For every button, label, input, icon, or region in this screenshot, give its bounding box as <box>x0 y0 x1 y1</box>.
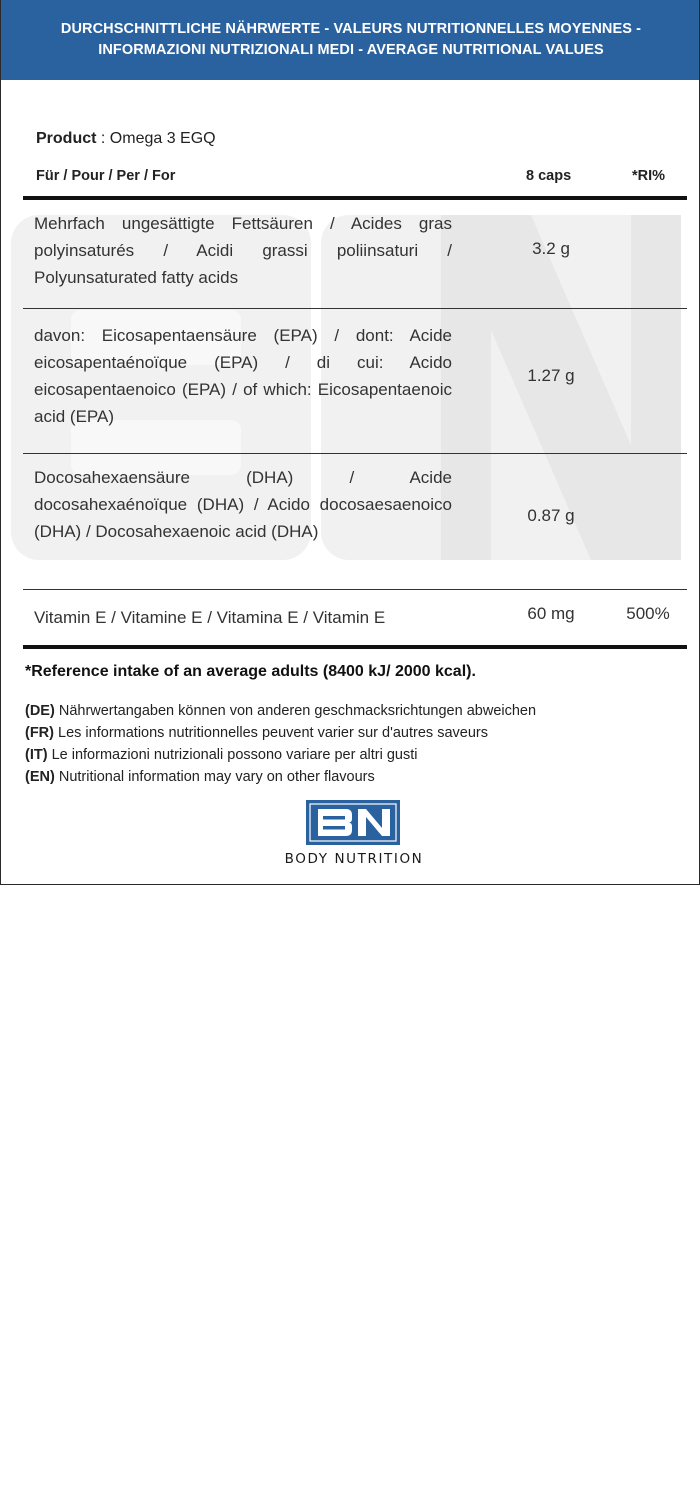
table-header <box>36 168 676 190</box>
reference-intake-footnote: *Reference intake of an average adults (8400 kJ/ 2000 kcal). <box>25 663 476 680</box>
language-code: (IT) <box>25 747 48 763</box>
product-name: Omega 3 EGQ <box>109 130 216 147</box>
row-amount: 1.27 g <box>527 366 575 385</box>
header-divider <box>23 196 687 200</box>
product-line <box>36 130 216 148</box>
body-nutrition-logo <box>253 800 455 870</box>
disclaimer-fr <box>25 722 536 744</box>
brand-name: BODY NUTRITION <box>284 851 424 867</box>
row-amount: 3.2 g <box>532 239 570 258</box>
language-code: (DE) <box>25 703 55 719</box>
row-amount: 60 mg <box>527 604 575 623</box>
row-divider <box>23 589 687 590</box>
header-line-2: INFORMAZIONI NUTRIZIONALI MEDI - AVERAGE NUTRITIONAL VALUES <box>98 42 604 58</box>
disclaimer-text: Nährwertangaben können von anderen geschmacksrichtungen abweichen <box>54 703 537 719</box>
row-description: Docosahexaensäure (DHA) / Acide docosahexaénoïque (DHA) / Acido docosaesaenoico (DHA) / Docosahexaenoic acid (DHA) <box>34 468 452 541</box>
disclaimer-text: Les informations nutritionnelles peuvent varier sur d'autres saveurs <box>54 725 488 741</box>
disclaimer-text: Nutritional information may vary on other flavours <box>54 769 375 785</box>
column-header-ri: *RI% <box>632 168 666 184</box>
language-code: (EN) <box>25 769 55 785</box>
product-separator: : <box>96 130 110 147</box>
row-amount: 0.87 g <box>527 506 575 525</box>
table-bottom-divider <box>23 645 687 649</box>
column-header-amount: 8 caps <box>526 168 572 184</box>
product-label: Product <box>36 130 97 147</box>
row-divider <box>23 453 687 454</box>
row-divider <box>23 308 687 309</box>
disclaimer-de <box>25 700 536 722</box>
column-header-per: Für / Pour / Per / For <box>36 168 176 184</box>
disclaimer-text: Le informazioni nutrizionali possono variare per altri gusti <box>47 747 418 763</box>
row-ri: 500% <box>626 604 670 623</box>
language-code: (FR) <box>25 725 54 741</box>
header-banner <box>1 0 700 80</box>
flavour-disclaimer <box>25 700 536 788</box>
disclaimer-en <box>25 766 536 788</box>
bn-logo-icon <box>306 800 400 845</box>
row-description: davon: Eicosapentaensäure (EPA) / dont: Acide eicosapentaénoïque (EPA) / di cui: Acido eicosapentaenoico (EPA) / of which: Eicosapentaenoic acid (EPA) <box>34 326 452 426</box>
disclaimer-it <box>25 744 536 766</box>
row-description: Mehrfach ungesättigte Fettsäuren / Acides gras polyinsaturés / Acidi grassi poliinsaturi / Polyunsaturated fatty acids <box>34 214 452 287</box>
row-description: Vitamin E / Vitamine E / Vitamina E / Vitamin E <box>34 608 386 627</box>
header-line-1: DURCHSCHNITTLICHE NÄHRWERTE - VALEURS NUTRITIONNELLES MOYENNES - <box>60 21 642 37</box>
